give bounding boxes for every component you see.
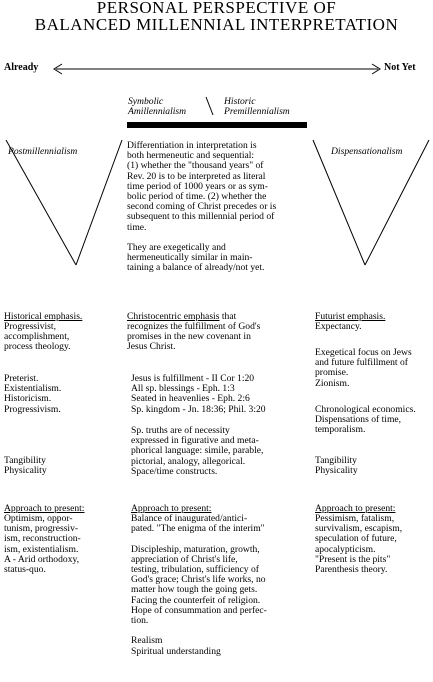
right-approach: Pessimism, fatalism, survivalism, escapism, speculation of future, apocalypticism. "Present is the pits" Parenthesis theory.: [315, 513, 403, 576]
left-block1: Progressivist, accomplishment, process theology.: [4, 321, 71, 353]
label-dispensationalism: Dispensationalism: [331, 146, 403, 157]
label-postmillennialism: Postmillennialism: [8, 146, 78, 157]
right-heading: Futurist emphasis.: [315, 311, 386, 322]
left-heading: Historical emphasis.: [4, 311, 83, 322]
center-description: Differentiation in interpretation is both hermeneutic and sequential: (1) whether the "thousand years" of Rev. 20 is to be interpreted as literal time period of 1000 years or as sym- bolic period of time. (2) whether the second coming of Christ precedes or is subsequent to this millennial period of time. They are exegetically and hermeneutically similar in main- taining a balance of already/not yet.: [127, 140, 277, 274]
left-v-outer: [6, 140, 76, 265]
right-approach-heading: Approach to present:: [315, 503, 396, 514]
left-block2: Preterist. Existentialism. Historicism. Progressivism.: [4, 373, 62, 415]
center-heading-rest: that: [219, 311, 237, 322]
left-block3: Tangibility Physicality: [4, 455, 47, 477]
center-approach-heading: Approach to present:: [131, 503, 212, 514]
right-v-inner: [313, 140, 365, 265]
right-v-outer: [365, 140, 429, 265]
left-approach: Optimism, oppor- tunism, progressiv- ism, reconstruction- ism, existentialism. A - Arid orthodoxy, status-quo.: [4, 513, 81, 576]
right-block1: Expectancy.: [315, 321, 362, 332]
label-symbolic-amillennialism: Symbolic Amillennialism: [128, 96, 187, 118]
page-title-line1: PERSONAL PERSPECTIVE OF: [96, 0, 337, 17]
center-approach: Balance of inaugurated/antici- pated. "The enigma of the interim" Discipleship, maturation, growth, appreciation of Christ's life, testing, tribulation, sufficiency of God's grace; Christ's life works, no matter how tough the going gets. Facing the counterfeit of religion. Hope of consummation and perfec- tion. Realism Spiritual understanding: [131, 513, 267, 657]
left-v-inner: [76, 140, 122, 265]
center-block1: recognizes the fulfillment of God's promises in the new covenant in Jesus Christ.: [127, 321, 261, 353]
label-historic-premillennialism: Historic Premillennialism: [224, 96, 290, 118]
center-block3: Sp. truths are of necessity expressed in figurative and meta- phorical language: simile, parable, pictorial, analogy, allegorical. Space/time constructs.: [131, 425, 264, 477]
axis-label-not-yet: Not Yet: [384, 62, 416, 73]
right-block3: Chronological economics. Dispensations of time, temporalism.: [315, 404, 416, 436]
axis-label-already: Already: [4, 62, 39, 73]
right-block2: Exegetical focus on Jews and future fulfillment of promise. Zionism.: [315, 347, 412, 389]
center-heading: Christocentric emphasis: [127, 311, 220, 322]
page-title-line2: BALANCED MILLENNIAL INTERPRETATION: [34, 15, 399, 34]
left-approach-heading: Approach to present:: [4, 503, 85, 514]
label-divider: [206, 97, 213, 115]
center-scripture-list: Jesus is fulfillment - II Cor 1:20 All sp. blessings - Eph. 1:3 Seated in heavenlies - Eph. 2:6 Sp. kingdom - Jn. 18:36; Phil. 3:20: [131, 373, 266, 415]
right-block4: Tangibility Physicality: [315, 455, 358, 477]
balance-bar: [127, 122, 307, 128]
